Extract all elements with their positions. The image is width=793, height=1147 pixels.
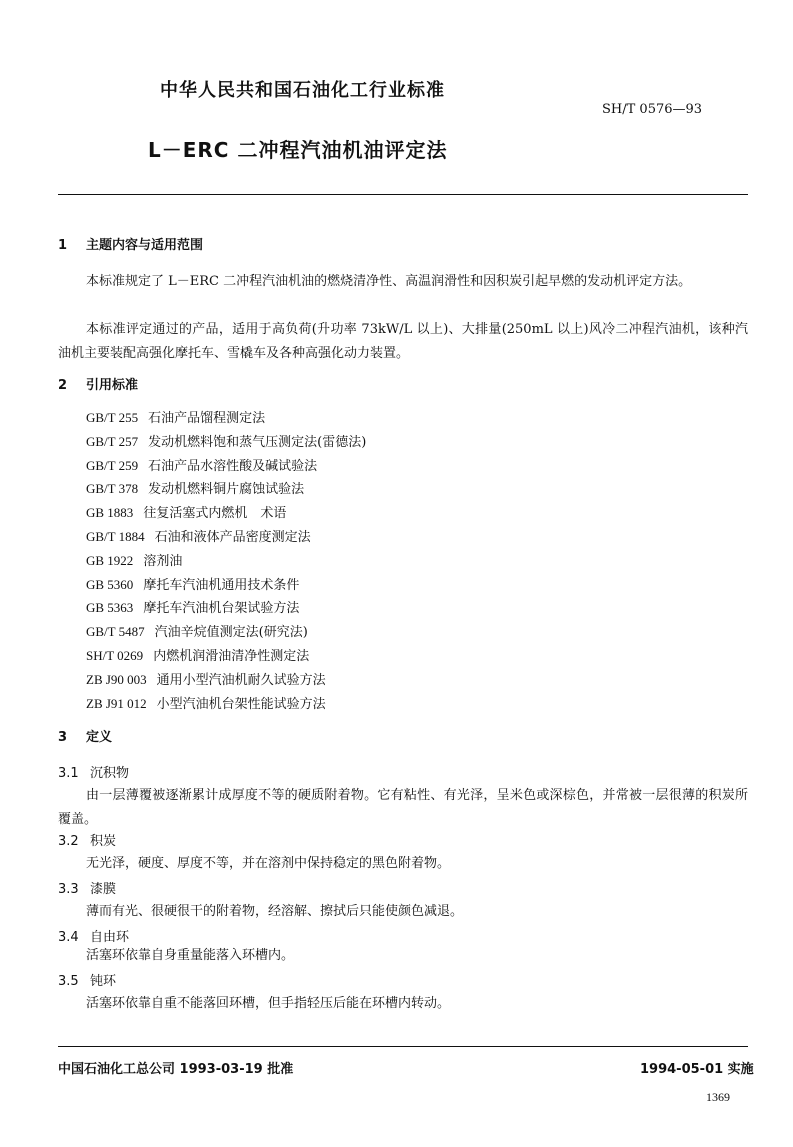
definition-number: 3.5 <box>58 974 79 989</box>
reference-item <box>86 477 366 501</box>
reference-name: 石油产品馏程测定法 <box>148 411 266 426</box>
definition-text: 无光泽，硬度、厚度不等，并在溶剂中保持稳定的黑色附着物。 <box>86 856 451 871</box>
reference-name: 发动机燃料饱和蒸气压测定法(雷德法) <box>148 434 367 450</box>
section-2-title: 引用标准 <box>86 378 139 393</box>
reference-item <box>86 501 366 525</box>
definition-term <box>58 762 129 781</box>
approval-info: 中国石油化工总公司 1993-03-19 批准 <box>58 1062 294 1077</box>
definition-number: 3.1 <box>58 766 79 781</box>
reference-name: 溶剂油 <box>143 553 183 569</box>
reference-item <box>86 430 366 454</box>
definition-number: 3.3 <box>58 882 79 897</box>
definition-term-name: 钝环 <box>90 974 117 989</box>
definition-number: 3.4 <box>58 930 79 945</box>
reference-name: 内燃机润滑油清净性测定法 <box>153 648 310 664</box>
section-2-heading <box>58 374 138 393</box>
section-1-paragraph: 本标准评定通过的产品，适用于高负荷(升功率 73kW/L 以上)、大排量(250mL 以上)风冷二冲程汽油机，该种汽油机主要装配高强化摩托车、雪橇车及各种高强化动力装置。 <box>58 322 748 361</box>
reference-code: GB 1883 <box>86 505 134 521</box>
reference-item <box>86 620 366 644</box>
definition-term <box>58 830 116 849</box>
definition-term <box>58 970 116 989</box>
reference-item <box>86 644 366 668</box>
document-title: L－ERC 二冲程汽油机油评定法 <box>148 138 448 162</box>
footer-divider <box>58 1046 748 1047</box>
section-1-heading <box>58 234 203 253</box>
reference-code: GB/T 257 <box>86 433 139 449</box>
definition-term <box>58 926 129 945</box>
reference-name: 摩托车汽油机通用技术条件 <box>143 577 300 593</box>
reference-code: ZB J91 012 <box>86 695 147 711</box>
reference-item <box>86 549 366 573</box>
section-1-number: 1 <box>58 238 68 253</box>
reference-code: GB/T 378 <box>86 481 139 497</box>
definition-term-name: 积炭 <box>90 834 117 849</box>
definition-term <box>58 878 116 897</box>
reference-name: 石油和液体产品密度测定法 <box>154 529 311 545</box>
reference-name: 小型汽油机台架性能试验方法 <box>156 696 326 712</box>
reference-code: ZB J90 003 <box>86 671 147 687</box>
page-number: 1369 <box>706 1090 730 1104</box>
reference-list <box>86 406 366 715</box>
definition-term-name: 自由环 <box>90 930 130 945</box>
definition-text: 活塞环依靠自重不能落回环槽，但手指轻压后能在环槽内转动。 <box>86 996 451 1011</box>
reference-code: GB/T 259 <box>86 457 139 473</box>
definition-number: 3.2 <box>58 834 79 849</box>
header-divider <box>58 194 748 195</box>
section-3-number: 3 <box>58 730 68 745</box>
reference-name: 汽油辛烷值测定法(研究法) <box>154 625 308 641</box>
definition-text: 薄而有光、很硬很干的附着物，经溶解、擦拭后只能使颜色减退。 <box>86 904 464 919</box>
reference-item <box>86 454 366 478</box>
section-1-title: 主题内容与适用范围 <box>86 238 204 253</box>
section-2-number: 2 <box>58 378 68 393</box>
reference-name: 通用小型汽油机耐久试验方法 <box>156 672 326 688</box>
definition-term-name: 漆膜 <box>90 882 117 897</box>
reference-code: GB 5363 <box>86 600 134 616</box>
reference-item <box>86 668 366 692</box>
reference-name: 发动机燃料铜片腐蚀试验法 <box>148 482 305 498</box>
definition-text: 活塞环依靠自身重量能落入环槽内。 <box>86 948 295 963</box>
reference-name: 摩托车汽油机台架试验方法 <box>143 601 300 617</box>
reference-code: GB/T 255 <box>86 410 139 425</box>
section-3-title: 定义 <box>86 730 113 745</box>
definition-term-name: 沉积物 <box>90 766 130 781</box>
section-3-heading <box>58 726 112 745</box>
reference-name: 往复活塞式内燃机 术语 <box>143 506 287 522</box>
reference-item <box>86 596 366 620</box>
reference-name: 石油产品水溶性酸及碱试验法 <box>148 458 318 474</box>
reference-code: GB/T 5487 <box>86 624 145 640</box>
reference-item <box>86 573 366 597</box>
issuing-body: 中华人民共和国石油化工行业标准 <box>160 80 445 101</box>
reference-code: SH/T 0269 <box>86 647 144 663</box>
reference-code: GB 1922 <box>86 552 134 568</box>
effective-date: 1994-05-01 实施 <box>640 1062 754 1077</box>
standard-code: SH/T 0576—93 <box>602 102 703 117</box>
reference-code: GB/T 1884 <box>86 528 145 544</box>
reference-code: GB 5360 <box>86 576 134 592</box>
reference-item <box>86 692 366 716</box>
reference-item <box>86 525 366 549</box>
definition-text: 由一层薄覆被逐渐累计成厚度不等的硬质附着物。它有粘性、有光泽，呈米色或深棕色，并常被一层很薄的积炭所覆盖。 <box>58 788 748 827</box>
section-1-paragraph: 本标准规定了 L－ERC 二冲程汽油机油的燃烧清净性、高温润滑性和因积炭引起早燃的发动机评定方法。 <box>86 274 692 289</box>
reference-item <box>86 406 366 430</box>
